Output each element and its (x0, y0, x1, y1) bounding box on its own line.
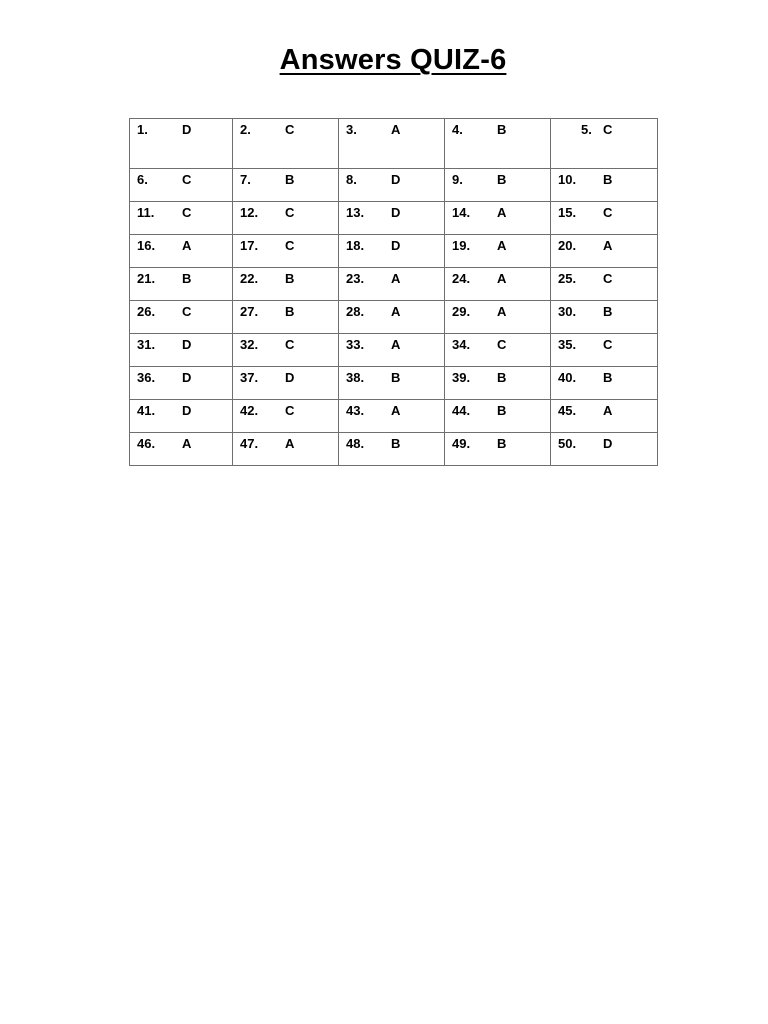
table-row (130, 169, 658, 202)
answer-cell (551, 169, 658, 202)
answer-letter: C (285, 122, 295, 137)
question-number: 42. (240, 403, 259, 418)
answer-cell (233, 367, 339, 400)
answer-letter: A (182, 238, 192, 253)
answer-cell (551, 119, 658, 169)
answer-cell (233, 433, 339, 466)
question-number: 20. (558, 238, 577, 253)
question-number: 14. (452, 205, 471, 220)
answer-letter: B (497, 122, 507, 137)
answer-cell (551, 367, 658, 400)
question-number: 32. (240, 337, 259, 352)
answer-letter: A (497, 304, 507, 319)
answer-letter: A (182, 436, 192, 451)
table-row (130, 400, 658, 433)
answer-letter: C (603, 337, 613, 352)
answer-letter: C (285, 238, 295, 253)
question-number: 18. (346, 238, 365, 253)
table-row (130, 301, 658, 334)
question-number: 48. (346, 436, 365, 451)
answer-cell (130, 334, 233, 367)
answer-letter: B (497, 172, 507, 187)
answer-cell (445, 334, 551, 367)
answer-letter: A (391, 337, 401, 352)
question-number: 21. (137, 271, 156, 286)
answer-cell (445, 433, 551, 466)
answer-cell (339, 202, 445, 235)
answer-cell (445, 367, 551, 400)
question-number: 15. (558, 205, 577, 220)
answer-letter: D (182, 337, 192, 352)
answer-letter: D (182, 403, 192, 418)
table-row (130, 433, 658, 466)
answer-letter: A (391, 271, 401, 286)
answer-cell (445, 169, 551, 202)
question-number: 11. (137, 205, 155, 220)
answer-letter: D (603, 436, 613, 451)
answer-letter: D (391, 205, 401, 220)
question-number: 2. (240, 122, 251, 137)
table-row (130, 367, 658, 400)
answer-letter: D (285, 370, 295, 385)
answer-letter: D (391, 172, 401, 187)
question-number: 17. (240, 238, 259, 253)
answer-cell (445, 301, 551, 334)
table-row (130, 119, 658, 169)
question-number: 31. (137, 337, 156, 352)
question-number: 5. (581, 122, 592, 137)
answer-cell (445, 268, 551, 301)
question-number: 16. (137, 238, 156, 253)
answer-cell (339, 169, 445, 202)
answer-cell (445, 400, 551, 433)
question-number: 4. (452, 122, 463, 137)
question-number: 43. (346, 403, 365, 418)
answer-cell (339, 433, 445, 466)
answer-letter: B (285, 271, 295, 286)
answer-letter: B (603, 370, 613, 385)
answer-letter: A (391, 122, 401, 137)
question-number: 49. (452, 436, 471, 451)
question-number: 7. (240, 172, 251, 187)
answer-cell (551, 235, 658, 268)
answer-letter: C (182, 304, 192, 319)
answer-letter: C (182, 205, 192, 220)
question-number: 30. (558, 304, 577, 319)
answer-letter: A (497, 238, 507, 253)
question-number: 50. (558, 436, 577, 451)
question-number: 33. (346, 337, 365, 352)
question-number: 3. (346, 122, 357, 137)
answer-cell (445, 202, 551, 235)
answer-cell (445, 119, 551, 169)
answer-letter: C (285, 205, 295, 220)
question-number: 12. (240, 205, 259, 220)
table-row (130, 202, 658, 235)
answer-cell (130, 268, 233, 301)
question-number: 23. (346, 271, 365, 286)
answer-letter: C (285, 337, 295, 352)
answer-cell (339, 268, 445, 301)
answer-letter: D (182, 122, 192, 137)
answer-letter: A (391, 304, 401, 319)
answer-letter: A (497, 205, 507, 220)
question-number: 37. (240, 370, 259, 385)
answer-cell (339, 235, 445, 268)
answer-cell (445, 235, 551, 268)
question-number: 24. (452, 271, 471, 286)
answer-letter: C (603, 205, 613, 220)
answer-letter: C (182, 172, 192, 187)
answer-letter: A (285, 436, 295, 451)
answer-letter: B (391, 436, 401, 451)
answer-letter: B (497, 370, 507, 385)
answer-letter: B (182, 271, 192, 286)
answer-cell (551, 301, 658, 334)
answer-letter: A (603, 238, 613, 253)
answer-cell (339, 301, 445, 334)
question-number: 6. (137, 172, 148, 187)
question-number: 9. (452, 172, 463, 187)
answer-letter: B (497, 403, 507, 418)
answer-cell (233, 334, 339, 367)
answer-cell (130, 301, 233, 334)
answer-cell (233, 235, 339, 268)
question-number: 10. (558, 172, 577, 187)
table-row (130, 235, 658, 268)
question-number: 44. (452, 403, 471, 418)
question-number: 36. (137, 370, 156, 385)
answer-cell (130, 367, 233, 400)
answer-cell (551, 268, 658, 301)
answer-letter: A (497, 271, 507, 286)
answer-cell (233, 268, 339, 301)
page-title: Answers QUIZ-6 (279, 44, 507, 76)
question-number: 46. (137, 436, 156, 451)
question-number: 19. (452, 238, 471, 253)
answer-cell (130, 202, 233, 235)
answer-letter: D (391, 238, 401, 253)
answer-letter: A (391, 403, 401, 418)
answer-cell (339, 119, 445, 169)
answer-cell (130, 433, 233, 466)
question-number: 45. (558, 403, 577, 418)
question-number: 28. (346, 304, 365, 319)
answer-cell (233, 301, 339, 334)
question-number: 26. (137, 304, 156, 319)
answer-cell (339, 367, 445, 400)
answer-cell (551, 202, 658, 235)
question-number: 40. (558, 370, 577, 385)
answer-letter: B (285, 304, 295, 319)
answer-cell (130, 169, 233, 202)
answer-letter: A (603, 403, 613, 418)
question-number: 39. (452, 370, 471, 385)
answer-letter: B (603, 172, 613, 187)
answer-letter: C (285, 403, 295, 418)
question-number: 27. (240, 304, 259, 319)
answer-cell (233, 400, 339, 433)
question-number: 25. (558, 271, 577, 286)
answer-cell (551, 400, 658, 433)
question-number: 1. (137, 122, 148, 137)
answer-letter: C (603, 122, 613, 137)
question-number: 13. (346, 205, 365, 220)
table-row (130, 334, 658, 367)
answer-table (129, 118, 658, 466)
answer-cell (233, 202, 339, 235)
answer-letter: B (497, 436, 507, 451)
answer-cell (233, 119, 339, 169)
answer-letter: C (603, 271, 613, 286)
answer-letter: D (182, 370, 192, 385)
answer-letter: B (285, 172, 295, 187)
answer-letter: B (391, 370, 401, 385)
answer-cell (130, 119, 233, 169)
answer-letter: B (603, 304, 613, 319)
answer-cell (233, 169, 339, 202)
answer-letter: C (497, 337, 507, 352)
answer-cell (339, 400, 445, 433)
question-number: 47. (240, 436, 259, 451)
question-number: 29. (452, 304, 471, 319)
answer-cell (130, 235, 233, 268)
answer-cell (551, 334, 658, 367)
question-number: 35. (558, 337, 577, 352)
answer-cell (339, 334, 445, 367)
table-row (130, 268, 658, 301)
question-number: 38. (346, 370, 365, 385)
answer-cell (551, 433, 658, 466)
question-number: 34. (452, 337, 471, 352)
question-number: 8. (346, 172, 357, 187)
question-number: 22. (240, 271, 259, 286)
question-number: 41. (137, 403, 156, 418)
answer-cell (130, 400, 233, 433)
